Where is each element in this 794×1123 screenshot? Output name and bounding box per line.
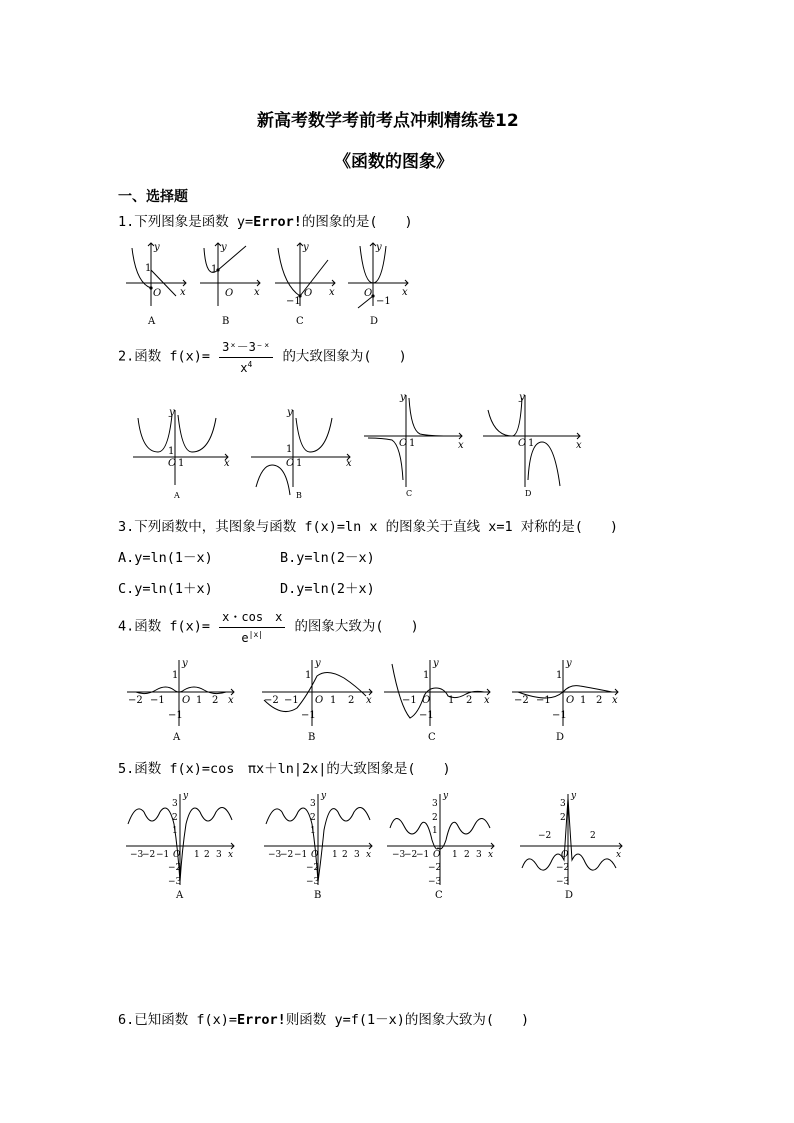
svg-text:−3: −3 (168, 877, 182, 887)
svg-text:x: x (329, 287, 335, 298)
q3-option-a: A.y=ln(1－x) (118, 550, 213, 566)
svg-text:y: y (376, 242, 382, 253)
svg-text:1: 1 (168, 446, 175, 457)
svg-text:1: 1 (448, 695, 455, 706)
svg-text:−1: −1 (156, 850, 170, 860)
svg-text:−2: −2 (264, 695, 279, 706)
svg-text:1: 1 (528, 438, 535, 449)
svg-text:−3: −3 (268, 850, 282, 860)
svg-text:O: O (182, 695, 191, 706)
svg-text:y: y (571, 791, 577, 801)
svg-text:−1: −1 (419, 710, 434, 721)
svg-text:1: 1 (305, 670, 312, 681)
svg-text:2: 2 (342, 850, 348, 860)
svg-text:x: x (346, 458, 352, 469)
svg-text:y: y (315, 658, 321, 669)
svg-text:y: y (169, 407, 175, 418)
svg-text:x: x (180, 287, 186, 298)
svg-text:3: 3 (310, 799, 316, 809)
svg-text:−2: −2 (306, 863, 320, 873)
svg-text:O: O (561, 850, 569, 860)
question-3: 3.下列函数中，其图象与函数 f(x)=ln x 的图象关于直线 x=1 对称的是( ) (118, 519, 619, 535)
svg-text:−1: −1 (286, 296, 301, 307)
svg-text:x: x (402, 287, 408, 298)
option-label: A (174, 491, 180, 500)
svg-text:1: 1 (196, 695, 203, 706)
svg-text:y: y (443, 791, 449, 801)
question-5: 5.函数 f(x)=cos πx＋ln|2x|的大致图象是( ) (118, 761, 451, 777)
svg-text:y: y (433, 658, 439, 669)
option-label: C (406, 489, 413, 498)
svg-text:x: x (366, 850, 372, 860)
svg-text:O: O (168, 458, 177, 469)
svg-text:2: 2 (560, 813, 566, 823)
svg-text:y: y (519, 392, 525, 403)
svg-text:1: 1 (452, 850, 458, 860)
svg-text:−3: −3 (306, 877, 320, 887)
svg-text:−3: −3 (130, 850, 144, 860)
q4-graphs (122, 656, 622, 742)
svg-text:−2: −2 (128, 695, 143, 706)
question-2: 2.函数 f(x)= $\frac{\text{3ˣ－3⁻ˣ}}{x^4}$ 的大致图象为( ) (118, 340, 407, 375)
svg-text:O: O (433, 850, 441, 860)
svg-text:2: 2 (466, 695, 473, 706)
svg-text:x: x (576, 440, 582, 451)
section-heading: 一、选择题 (118, 189, 188, 205)
svg-text:−2: −2 (538, 831, 552, 841)
option-label: B (308, 732, 316, 743)
svg-text:2: 2 (464, 850, 470, 860)
svg-text:O: O (518, 438, 527, 449)
svg-text:1: 1 (556, 670, 563, 681)
svg-text:3: 3 (354, 850, 360, 860)
svg-text:O: O (153, 288, 162, 299)
svg-text:O: O (173, 850, 181, 860)
svg-text:−3: −3 (556, 877, 570, 887)
svg-text:−1: −1 (416, 850, 430, 860)
svg-text:y: y (183, 791, 189, 801)
svg-text:x: x (228, 850, 234, 860)
svg-text:1: 1 (194, 850, 200, 860)
svg-text:−2: −2 (168, 863, 182, 873)
question-1: 1.下列图象是函数 y=Error!的图象的是( ) (118, 214, 413, 230)
svg-text:1: 1 (286, 444, 293, 455)
svg-text:2: 2 (310, 813, 316, 823)
option-label: A (148, 316, 156, 327)
q3-option-d: D.y=ln(2＋x) (280, 581, 375, 597)
svg-text:1: 1 (145, 263, 152, 274)
svg-text:−3: −3 (392, 850, 406, 860)
option-label: B (314, 890, 322, 901)
svg-text:x: x (612, 695, 618, 706)
q2-graphs (128, 390, 588, 502)
svg-text:1: 1 (310, 826, 316, 836)
option-label: C (435, 890, 443, 901)
svg-text:O: O (286, 458, 295, 469)
svg-text:y: y (287, 407, 293, 418)
svg-text:x: x (484, 695, 490, 706)
svg-text:−1: −1 (376, 296, 391, 307)
axis-y: y (154, 242, 160, 253)
svg-text:1: 1 (330, 695, 337, 706)
option-label: D (565, 890, 574, 901)
svg-text:−2: −2 (514, 695, 529, 706)
svg-text:1: 1 (423, 670, 430, 681)
svg-text:x: x (616, 850, 622, 860)
svg-text:y: y (400, 392, 406, 403)
svg-text:3: 3 (172, 799, 178, 809)
svg-text:2: 2 (348, 695, 355, 706)
option-label: B (296, 491, 302, 500)
question-6: 6.已知函数 f(x)=Error!则函数 y=f(1－x)的图象大致为( ) (118, 1012, 530, 1028)
svg-text:O: O (399, 438, 408, 449)
page-subtitle: 《函数的图象》 (334, 152, 453, 172)
svg-text:3: 3 (560, 799, 566, 809)
q3-option-c: C.y=ln(1＋x) (118, 581, 213, 597)
svg-text:y: y (566, 658, 572, 669)
svg-text:1: 1 (432, 826, 438, 836)
svg-text:−1: −1 (552, 710, 567, 721)
svg-text:−2: −2 (142, 850, 156, 860)
svg-text:O: O (225, 288, 234, 299)
q3-option-b: B.y=ln(2－x) (280, 550, 375, 566)
option-label: B (222, 316, 230, 327)
svg-text:−1: −1 (301, 710, 316, 721)
question-4: 4.函数 f(x)= $\frac{\text{x・cos x}}{e^{|x|}}$ 的图象大致为( ) (118, 610, 419, 645)
svg-text:−2: −2 (404, 850, 418, 860)
svg-text:−2: −2 (556, 863, 570, 873)
svg-text:x: x (366, 695, 372, 706)
q5-graphs (124, 790, 624, 900)
svg-text:O: O (364, 288, 373, 299)
q1-graphs (118, 238, 418, 333)
svg-text:x: x (458, 440, 464, 451)
svg-text:y: y (303, 242, 309, 253)
svg-text:O: O (315, 695, 324, 706)
svg-text:2: 2 (590, 831, 596, 841)
svg-text:1: 1 (409, 438, 416, 449)
svg-text:x: x (224, 458, 230, 469)
svg-text:O: O (422, 695, 431, 706)
svg-text:2: 2 (596, 695, 603, 706)
svg-text:1: 1 (172, 670, 179, 681)
svg-text:x: x (488, 850, 494, 860)
svg-text:3: 3 (476, 850, 482, 860)
svg-text:1: 1 (178, 458, 185, 469)
svg-text:2: 2 (432, 813, 438, 823)
svg-text:−1: −1 (402, 695, 417, 706)
svg-text:y: y (321, 791, 327, 801)
option-label: D (556, 732, 565, 743)
svg-text:1: 1 (172, 826, 178, 836)
svg-text:−1: −1 (284, 695, 299, 706)
svg-text:1: 1 (580, 695, 587, 706)
svg-text:O: O (566, 695, 575, 706)
svg-text:1: 1 (332, 850, 338, 860)
option-label: D (370, 316, 379, 327)
svg-text:−3: −3 (428, 877, 442, 887)
svg-text:y: y (182, 658, 188, 669)
svg-text:−1: −1 (294, 850, 308, 860)
page-title: 新高考数学考前考点冲刺精练卷12 (257, 111, 519, 131)
svg-text:y: y (221, 242, 227, 253)
svg-text:x: x (228, 695, 234, 706)
svg-text:2: 2 (212, 695, 219, 706)
svg-text:1: 1 (211, 264, 218, 275)
option-label: C (296, 316, 304, 327)
svg-text:1: 1 (296, 458, 303, 469)
svg-text:−1: −1 (536, 695, 551, 706)
svg-text:2: 2 (172, 813, 178, 823)
option-label: D (525, 489, 532, 498)
svg-text:−2: −2 (280, 850, 294, 860)
option-label: C (428, 732, 436, 743)
svg-text:O: O (311, 850, 319, 860)
svg-text:O: O (304, 288, 313, 299)
svg-text:2: 2 (204, 850, 210, 860)
svg-text:−1: −1 (168, 710, 183, 721)
svg-text:3: 3 (216, 850, 222, 860)
svg-text:−2: −2 (428, 863, 442, 873)
svg-text:3: 3 (432, 799, 438, 809)
option-label: A (176, 890, 184, 901)
svg-text:−1: −1 (150, 695, 165, 706)
option-label: A (173, 732, 181, 743)
svg-text:x: x (254, 287, 260, 298)
